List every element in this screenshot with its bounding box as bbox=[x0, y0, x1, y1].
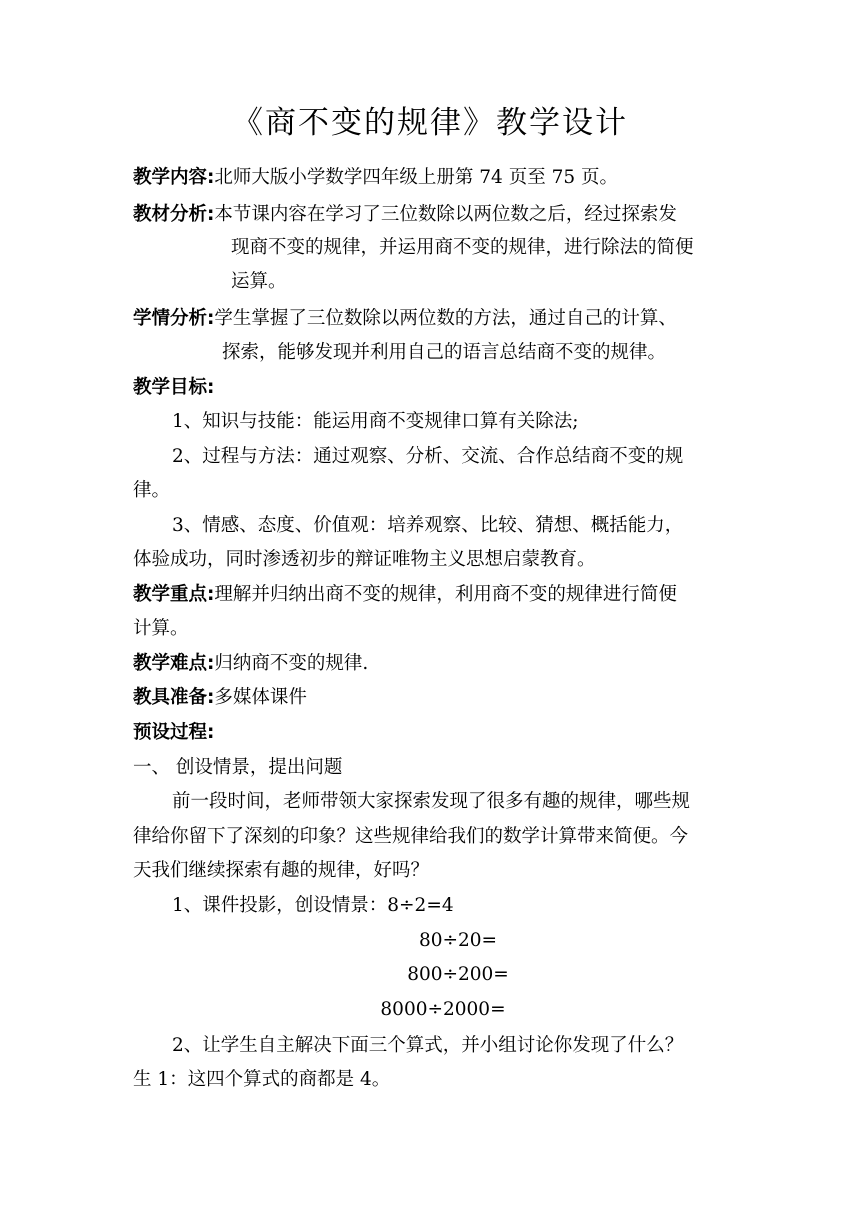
goals-label: 教学目标: bbox=[133, 377, 215, 398]
tools-text: 多媒体课件 bbox=[214, 687, 307, 708]
answer-1: 生 1：这四个算式的商都是 4。 bbox=[133, 1069, 391, 1090]
student-label: 学情分析: bbox=[133, 308, 215, 329]
step-1: 1、课件投影，创设情景：8÷2=4 bbox=[172, 895, 454, 916]
process-para-line-3: 天我们继续探索有趣的规律，好吗？ bbox=[133, 860, 430, 881]
goal-item-3: 3、情感、态度、价值观：培养观察、比较、猜想、概括能力， bbox=[172, 515, 684, 536]
material-line-3: 运算。 bbox=[231, 271, 287, 292]
key-point-line-1: 理解并归纳出商不变的规律，利用商不变的规律进行简便 bbox=[214, 584, 677, 605]
material-line-1: 本节课内容在学习了三位数除以两位数之后，经过探索发 bbox=[214, 204, 677, 225]
student-row bbox=[133, 307, 677, 331]
student-line-1: 学生掌握了三位数除以两位数的方法，通过自己的计算、 bbox=[214, 308, 677, 329]
content-text: 北师大版小学数学四年级上册第 74 页至 75 页。 bbox=[214, 167, 619, 188]
equation-3: 8000÷2000= bbox=[380, 999, 506, 1020]
process-label: 预设过程: bbox=[133, 722, 215, 743]
tools-label: 教具准备: bbox=[133, 687, 215, 708]
key-point-row bbox=[133, 583, 677, 607]
goal-item-3-cont: 体验成功，同时渗透初步的辩证唯物主义思想启蒙教育。 bbox=[133, 549, 596, 570]
difficulty-text: 归纳商不变的规律. bbox=[214, 653, 369, 674]
material-row bbox=[133, 203, 677, 227]
material-line-2: 现商不变的规律，并运用商不变的规律，进行除法的简便 bbox=[231, 237, 694, 258]
process-para-line-1: 前一段时间，老师带领大家探索发现了很多有趣的规律，哪些规 bbox=[172, 791, 691, 812]
material-label: 教材分析: bbox=[133, 204, 215, 225]
process-para-line-2: 律给你留下了深刻的印象？这些规律给我们的数学计算带来简便。今 bbox=[133, 826, 689, 847]
goal-item-2-cont: 律。 bbox=[133, 480, 171, 501]
student-line-2: 探索，能够发现并利用自己的语言总结商不变的规律。 bbox=[222, 342, 667, 363]
tools-row bbox=[133, 686, 307, 710]
content-label: 教学内容: bbox=[133, 167, 215, 188]
key-point-label: 教学重点: bbox=[133, 584, 215, 605]
equation-1: 80÷20= bbox=[418, 930, 498, 951]
page-title: 《商不变的规律》教学设计 bbox=[232, 105, 628, 141]
difficulty-row bbox=[133, 652, 368, 676]
equation-2: 800÷200= bbox=[407, 964, 509, 985]
key-point-line-2: 计算。 bbox=[133, 618, 189, 639]
goal-item-2: 2、过程与方法：通过观察、分析、交流、合作总结商不变的规 bbox=[172, 446, 684, 467]
goal-item-1: 1、知识与技能：能运用商不变规律口算有关除法; bbox=[172, 411, 579, 432]
difficulty-label: 教学难点: bbox=[133, 653, 215, 674]
content-row bbox=[133, 166, 618, 190]
section-1-heading: 一、 创设情景，提出问题 bbox=[133, 757, 343, 778]
step-2: 2、让学生自主解决下面三个算式，并小组讨论你发现了什么？ bbox=[172, 1035, 684, 1056]
